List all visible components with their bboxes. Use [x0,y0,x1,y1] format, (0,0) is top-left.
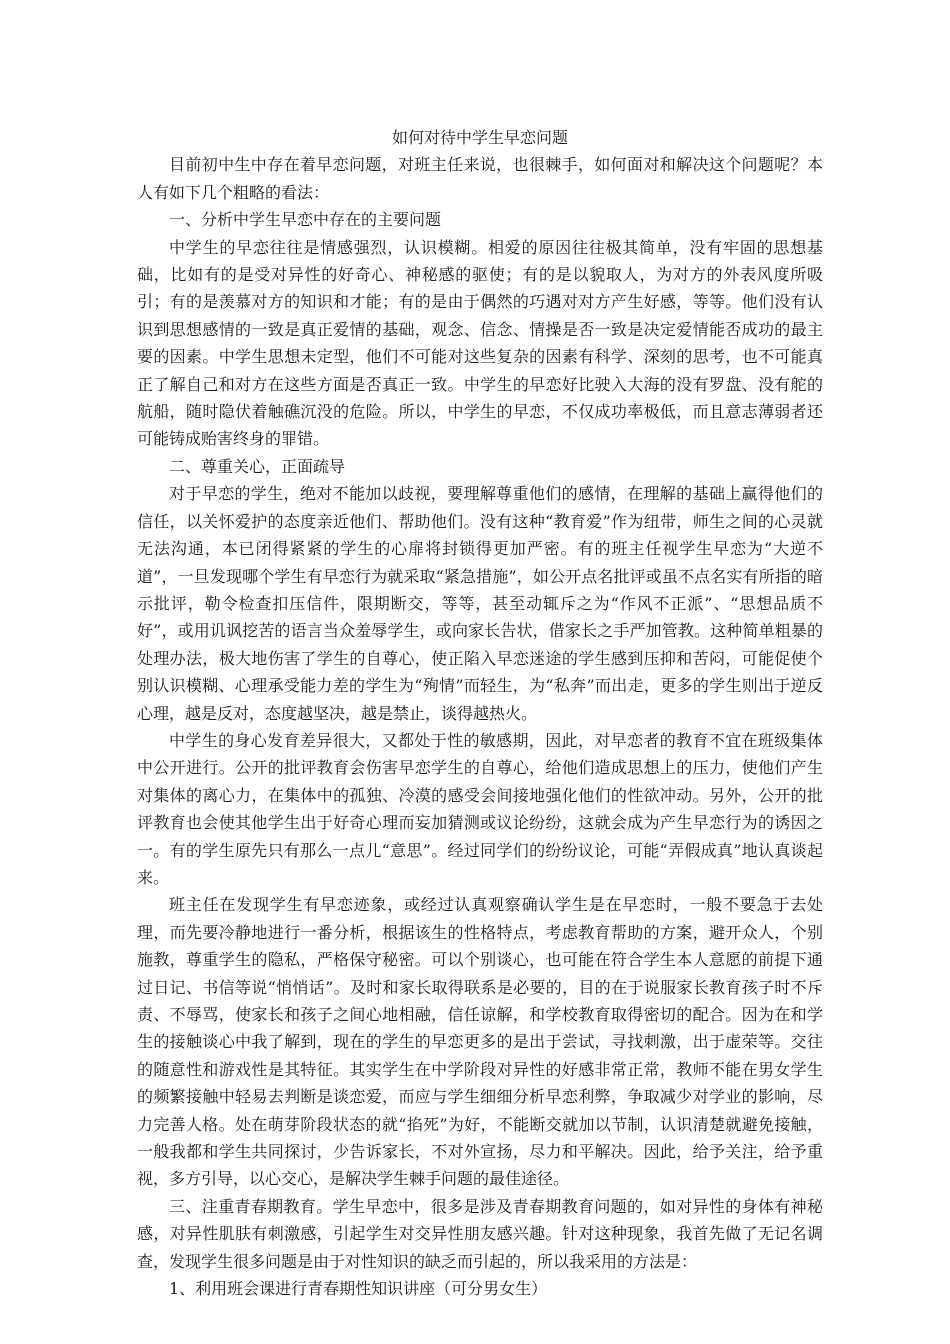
paragraph-intro: 目前初中生中存在着早恋问题，对班主任来说，也很棘手，如何面对和解决这个问题呢？本人有如下几个粗略的看法： [137,155,823,202]
paragraph-private-education: 中学生的身心发育差异很大，又都处于性的敏感期，因此，对早恋者的教育不宜在班级集体中公开进行。公开的批评教育会伤害早恋学生的自尊心，给他们造成思想上的压力，使他们产生对集体的离心力，在集体中的孤独、冷漠的感受会间接地强化他们的性欲冲动。另外，公开的批评教育也会使其他学生出于好奇心理而妄加猜测或议论纷纷，这就会成为产生早恋行为的诱因之一。有的学生原先只有那么一点儿“意思”。经过同学们的纷纷议论，可能“弄假成真”地认真谈起来。 [137,730,823,887]
paragraph-respect: 对于早恋的学生，绝对不能加以歧视，要理解尊重他们的感情，在理解的基础上赢得他们的信任，以关怀爱护的态度亲近他们、帮助他们。没有这种“教育爱”作为纽带，师生之间的心灵就无法沟通，本已闭得紧紧的学生的心扉将封锁得更加严密。有的班主任视学生早恋为“大逆不道”，一旦发现哪个学生有早恋行为就采取“紧急措施”，如公开点名批评或虽不点名实有所指的暗示批评，勒令检查扣压信件，限期断交，等等，甚至动辄斥之为“作风不正派”、“思想品质不好”，或用讥讽挖苦的语言当众羞辱学生，或向家长告状，借家长之手严加管教。这种简单粗暴的处理办法，极大地伤害了学生的自尊心，使正陷入早恋迷途的学生感到压抑和苦闷，可能促使个别认识模糊、心理承受能力差的学生为“殉情”而轻生，为“私奔”而出走，更多的学生则出于逆反心理，越是反对，态度越坚决，越是禁止，谈得越热火。 [137,484,823,723]
section-heading-2: 二、尊重关心，正面疏导 [169,456,346,476]
paragraph-teacher-approach: 班主任在发现学生有早恋迹象，或经过认真观察确认学生是在早恋时，一般不要急于去处理，而先要冷静地进行一番分析，根据该生的性格特点，考虑教育帮助的方案，避开众人，个别施教，尊重学生的隐私，严格保守秘密。可以个别谈心，也可能在符合学生本人意愿的前提下通过日记、书信等说“悄悄话”。及时和家长取得联系是必要的，目的在于说服家长教育孩子时不斥责、不辱骂，使家长和孩子之间心地相融，信任谅解，和学校教育取得密切的配合。因为在和学生的接触谈心中我了解到，现在的学生的早恋更多的是出于尝试，寻找刺激，出于虚荣等。交往的随意性和游戏性是其特征。其实学生在中学阶段对异性的好感非常正常，教师不能在男女学生的频繁接触中轻易去判断是谈恋爱，而应与学生细细分析早恋利弊，争取减少对学业的影响，尽力完善人格。处在萌芽阶段状态的就“掐死”为好，不能断交就加以节制，认识清楚就避免接触，一般我都和学生共同探讨，少告诉家长，不对外宣扬，尽力和平解决。因此，给予关注，给予重视，多方引导，以心交心，是解决学生棘手问题的最佳途径。 [137,895,823,1189]
page-title: 如何对待中学生早恋问题 [391,128,568,147]
section-heading-3: 三、注重青春期教育。学生早恋中，很多是涉及青春期教育问题的，如对异性的身体有神秘感，对异性肌肤有刺激感，引起学生对交异性朋友感兴趣。针对这种现象，我首先做了无记名调查，发现学生很多问题是由于对性知识的缺乏而引起的，所以我采用的方法是： [137,1196,823,1271]
paragraph-analysis: 中学生的早恋往往是情感强烈，认识模糊。相爱的原因往往极其简单，没有牢固的思想基础，比如有的是受对异性的好奇心、神秘感的驱使；有的是以貌取人，为对方的外表风度所吸引；有的是羡慕对方的知识和才能；有的是由于偶然的巧遇对对方产生好感，等等。他们没有认识到思想感情的一致是真正爱情的基础，观念、信念、情操是否一致是决定爱情能否成功的最主要的因素。中学生思想未定型，他们不可能对这些复杂的因素有科学、深刻的思考，也不可能真正了解自己和对方在这些方面是否真正一致。中学生的早恋好比驶入大海的没有罗盘、没有舵的航船，随时隐伏着触礁沉没的危险。所以，中学生的早恋，不仅成功率极低，而且意志薄弱者还可能铸成贻害终身的罪错。 [137,237,823,449]
section-heading-1: 一、分析中学生早恋中存在的主要问题 [169,210,442,230]
document-body [137,124,823,1302]
list-item-1: 1、利用班会课进行青春期性知识讲座（可分男女生） [169,1279,548,1299]
